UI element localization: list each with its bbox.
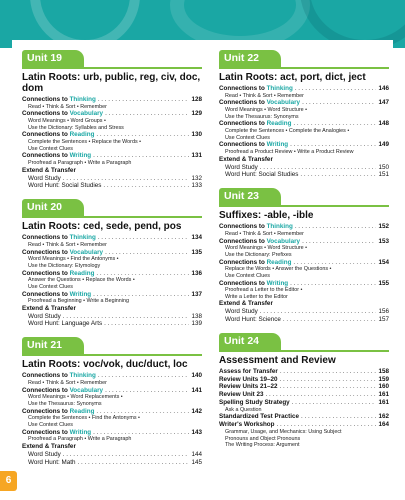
entry-lead: Connections to xyxy=(219,99,267,107)
toc-entry xyxy=(22,152,202,160)
entry-detail: Word Meanings • Word Groups • xyxy=(28,118,106,125)
dot-leader xyxy=(93,152,189,160)
entry-label: Word Hunt: Social Studies xyxy=(28,182,102,190)
dot-leader xyxy=(302,238,376,246)
unit-divider xyxy=(219,350,389,352)
entry-page: 133 xyxy=(191,182,202,190)
toc-entry xyxy=(219,85,389,93)
entry-label: Word Study xyxy=(28,174,61,182)
unit-title: Latin Roots: ced, sede, pend, pos xyxy=(22,221,182,233)
unit-section xyxy=(219,186,389,324)
entry-lead: Connections to xyxy=(22,407,70,415)
entry-accent: Thinking xyxy=(266,85,293,92)
toc-subentry xyxy=(22,313,202,321)
dot-leader xyxy=(63,175,190,183)
toc-entry xyxy=(219,383,389,391)
entry-accent: Reading xyxy=(266,120,292,128)
unit-tab: Unit 23 xyxy=(219,188,281,205)
entry-page: 161 xyxy=(378,399,389,407)
entry-page: 161 xyxy=(378,391,389,399)
entry-accent: Thinking xyxy=(69,96,96,103)
entry-accent: Writing xyxy=(266,279,289,287)
entry-page: 147 xyxy=(378,99,389,107)
entry-detail: Write a Letter to the Editor xyxy=(225,293,288,300)
entry-lead: Connections to xyxy=(22,96,70,103)
entry-page: 131 xyxy=(191,152,202,160)
toc-entry xyxy=(219,399,389,407)
entry-detail: Use the Dictionary: Syllables and Stress xyxy=(28,124,124,131)
entry-accent: Reading xyxy=(69,131,95,139)
entry-page: 134 xyxy=(191,234,202,242)
unit-section xyxy=(219,331,389,449)
contents-page xyxy=(12,40,393,500)
toc-entry xyxy=(219,376,389,384)
toc-entry xyxy=(22,429,202,437)
entry-label xyxy=(22,96,96,104)
extend-transfer-heading: Extend & Transfer xyxy=(219,300,273,308)
entry-detail: Word Meanings • Word Structure • xyxy=(225,107,308,114)
entry-page: 148 xyxy=(378,120,389,128)
toc-entry xyxy=(219,368,389,376)
dot-leader xyxy=(292,399,377,407)
dot-leader xyxy=(283,316,377,324)
entry-detail: Read • Think & Sort • Remember xyxy=(225,230,304,237)
dot-leader xyxy=(295,223,377,231)
entry-label: Writer's Workshop xyxy=(219,421,275,429)
toc-subentry xyxy=(22,182,202,190)
entry-label xyxy=(219,99,300,107)
page-number: 6 xyxy=(0,471,17,491)
right-column xyxy=(219,48,389,456)
dot-leader xyxy=(279,376,376,384)
entry-label: Word Hunt: Science xyxy=(225,316,281,324)
unit-title: Latin Roots: act, port, dict, ject xyxy=(219,72,366,83)
entry-accent: Reading xyxy=(266,258,292,266)
entry-detail: Use Context Clues xyxy=(225,272,270,279)
entry-page: 162 xyxy=(378,413,389,421)
entry-label: Word Study xyxy=(28,312,61,320)
unit-section xyxy=(22,48,202,190)
entry-detail: Read • Think & Sort • Remember xyxy=(28,380,107,387)
entry-page: 157 xyxy=(378,316,389,324)
toc-entry xyxy=(219,280,389,288)
entry-page: 129 xyxy=(191,110,202,118)
toc-subentry xyxy=(22,451,202,459)
entry-lead: Connections to xyxy=(219,141,267,149)
dot-leader xyxy=(93,429,189,437)
entry-detail: Read • Think & Sort • Remember xyxy=(28,241,107,248)
entry-detail: Use Context Clues xyxy=(28,145,73,152)
entry-detail: Use the Thesaurus: Synonyms xyxy=(28,401,102,408)
entry-detail: Complete the Sentences • Replace the Words • xyxy=(28,139,142,146)
entry-detail: Use the Thesaurus: Synonyms xyxy=(225,113,299,120)
entry-page: 144 xyxy=(191,450,202,458)
dot-leader xyxy=(280,368,377,376)
toc-subentry xyxy=(219,171,389,179)
toc-entry xyxy=(219,421,389,429)
dot-leader xyxy=(98,372,190,380)
entry-label xyxy=(219,120,291,128)
entry-label: Review Units 21–22 xyxy=(219,383,278,391)
toc-entry xyxy=(22,387,202,395)
toc-subentry xyxy=(22,175,202,183)
entry-detail: Proofread a Letter to the Editor • xyxy=(225,287,303,294)
dot-leader xyxy=(93,291,189,299)
dot-leader xyxy=(260,164,377,172)
toc-entry xyxy=(219,120,389,128)
entry-detail: Use Context Clues xyxy=(28,422,73,429)
dot-leader xyxy=(98,96,190,104)
unit-tab: Unit 21 xyxy=(22,337,84,354)
entry-page: 151 xyxy=(378,171,389,179)
entry-accent: Writing xyxy=(69,152,92,160)
unit-title: Latin Roots: urb, public, reg, civ, doc, dom xyxy=(22,72,201,94)
entry-page: 155 xyxy=(378,279,389,287)
dot-leader xyxy=(293,259,376,267)
toc-entry xyxy=(219,99,389,107)
dot-leader xyxy=(279,383,376,391)
entry-lead: Connections to xyxy=(22,131,70,139)
extend-transfer-heading: Extend & Transfer xyxy=(22,443,76,451)
entry-label: Review Unit 23 xyxy=(219,391,264,399)
entry-page: 146 xyxy=(378,85,389,92)
entry-accent: Vocabulary xyxy=(69,110,104,118)
entry-detail: Proofread a Beginning • Write a Beginning xyxy=(28,298,129,305)
entry-page: 139 xyxy=(191,320,202,328)
dot-leader xyxy=(265,391,376,399)
entry-label xyxy=(219,141,288,149)
entry-label: Word Study xyxy=(28,450,61,458)
dot-leader xyxy=(96,270,189,278)
dot-leader xyxy=(277,421,377,429)
unit-title: Latin Roots: voc/vok, duc/duct, loc xyxy=(22,359,188,371)
entry-accent: Reading xyxy=(69,407,95,415)
entry-accent: Vocabulary xyxy=(266,237,301,245)
toc-subentry xyxy=(22,320,202,328)
unit-tab: Unit 20 xyxy=(22,199,84,216)
dot-leader xyxy=(105,249,189,257)
entry-lead: Connections to xyxy=(219,120,267,128)
unit-tab: Unit 22 xyxy=(219,50,281,67)
entry-page: 150 xyxy=(378,163,389,171)
toc-entry xyxy=(219,238,389,246)
entry-page: 160 xyxy=(378,383,389,391)
toc-entry xyxy=(219,413,389,421)
entry-lead: Connections to xyxy=(22,110,70,118)
entry-detail: Read • Think & Sort • Remember xyxy=(28,103,107,110)
dot-leader xyxy=(293,120,376,128)
entry-page: 142 xyxy=(191,407,202,415)
entry-detail: Pronouns and Object Pronouns xyxy=(225,435,301,442)
entry-page: 154 xyxy=(378,258,389,266)
dot-leader xyxy=(103,182,189,190)
toc-subentry xyxy=(219,164,389,172)
unit-divider xyxy=(22,67,202,69)
entry-accent: Writing xyxy=(266,141,289,149)
unit-section xyxy=(219,48,389,179)
unit-section xyxy=(22,335,202,466)
dot-leader xyxy=(96,408,189,416)
toc-entry xyxy=(22,110,202,118)
entry-detail: Read • Think & Sort • Remember xyxy=(225,92,304,99)
entry-label xyxy=(22,408,94,416)
dot-leader xyxy=(77,459,189,467)
unit-divider xyxy=(219,67,389,69)
unit-tab: Unit 24 xyxy=(219,333,281,350)
unit-tab: Unit 19 xyxy=(22,50,84,67)
toc-entry xyxy=(22,96,202,104)
entry-lead: Connections to xyxy=(22,290,70,298)
dot-leader xyxy=(301,413,376,421)
toc-subentry xyxy=(219,308,389,316)
entry-page: 128 xyxy=(191,96,202,103)
entry-label xyxy=(219,85,293,93)
entry-detail: Replace the Words • Answer the Questions • xyxy=(225,266,332,273)
toc-subentry xyxy=(219,316,389,324)
entry-page: 164 xyxy=(378,421,389,429)
dot-leader xyxy=(290,280,376,288)
entry-lead: Connections to xyxy=(22,234,70,242)
dot-leader xyxy=(300,171,376,179)
extend-transfer-heading: Extend & Transfer xyxy=(219,155,273,163)
entry-page: 158 xyxy=(378,367,389,375)
entry-label: Assess for Transfer xyxy=(219,367,278,375)
toc-entry xyxy=(22,372,202,380)
entry-detail: Word Meanings • Word Structure • xyxy=(225,245,308,252)
entry-accent: Thinking xyxy=(69,372,96,380)
entry-page: 135 xyxy=(191,248,202,256)
toc-entry xyxy=(22,234,202,242)
entry-detail: Complete the Sentences • Complete the Analogies • xyxy=(225,128,350,135)
unit-section xyxy=(22,197,202,328)
entry-label: Word Hunt: Social Studies xyxy=(225,171,299,179)
entry-label xyxy=(22,131,94,139)
entry-page: 137 xyxy=(191,290,202,298)
entry-detail: Use the Dictionary: Etymology xyxy=(28,262,101,269)
entry-lead: Connections to xyxy=(22,248,70,256)
entry-lead: Connections to xyxy=(219,223,267,231)
entry-label xyxy=(22,249,103,257)
extend-transfer-heading: Extend & Transfer xyxy=(22,304,76,312)
toc-entry xyxy=(219,259,389,267)
entry-label xyxy=(219,280,288,288)
dot-leader xyxy=(63,313,190,321)
unit-divider xyxy=(22,354,202,356)
entry-detail: The Writing Process: Argument xyxy=(225,442,300,449)
toc-entry xyxy=(22,270,202,278)
entry-accent: Vocabulary xyxy=(69,248,104,256)
dot-leader xyxy=(302,99,376,107)
entry-page: 141 xyxy=(191,386,202,394)
entry-label xyxy=(219,223,293,231)
entry-page: 136 xyxy=(191,269,202,277)
entry-detail: Proofread a Paragraph • Write a Paragraph xyxy=(28,160,132,167)
toc-entry xyxy=(22,131,202,139)
entry-label xyxy=(22,152,91,160)
entry-lead: Connections to xyxy=(22,269,70,277)
entry-page: 132 xyxy=(191,174,202,182)
entry-accent: Thinking xyxy=(266,223,293,231)
entry-page: 143 xyxy=(191,428,202,436)
entry-detail: Complete the Sentences • Find the Antonyms • xyxy=(28,415,140,422)
entry-detail: Proofread a Product Review • Write a Product Review xyxy=(225,149,354,156)
entry-page: 130 xyxy=(191,131,202,139)
entry-lead: Connections to xyxy=(219,237,267,245)
entry-lead: Connections to xyxy=(22,152,70,160)
entry-detail: Word Meanings • Word Replacements • xyxy=(28,394,123,401)
toc-entry xyxy=(22,408,202,416)
entry-detail: Use Context Clues xyxy=(225,134,270,141)
entry-detail: Ask a Question xyxy=(225,406,262,413)
entry-detail: Answer the Questions • Replace the Words • xyxy=(28,277,135,284)
left-column xyxy=(22,48,202,473)
entry-accent: Vocabulary xyxy=(69,386,104,394)
dot-leader xyxy=(105,387,189,395)
entry-detail: Grammar, Usage, and Mechanics: Using Subject xyxy=(225,429,342,436)
entry-label xyxy=(22,270,94,278)
dot-leader xyxy=(105,110,189,118)
entry-accent: Writing xyxy=(69,290,92,298)
dot-leader xyxy=(104,320,189,328)
entry-page: 159 xyxy=(378,375,389,383)
entry-lead: Connections to xyxy=(219,258,267,266)
entry-page: 145 xyxy=(191,458,202,466)
unit-title: Suffixes: -able, -ible xyxy=(219,210,314,222)
entry-detail: Word Meanings • Find the Antonyms • xyxy=(28,256,119,263)
dot-leader xyxy=(98,234,190,242)
entry-page: 153 xyxy=(378,237,389,245)
toc-entry xyxy=(22,249,202,257)
toc-entry xyxy=(22,291,202,299)
entry-page: 140 xyxy=(191,372,202,380)
entry-lead: Connections to xyxy=(22,428,70,436)
entry-lead: Connections to xyxy=(219,279,267,287)
entry-label: Word Study xyxy=(225,163,258,171)
entry-label xyxy=(219,259,291,267)
toc-entry xyxy=(219,391,389,399)
extend-transfer-heading: Extend & Transfer xyxy=(22,166,76,174)
entry-detail: Use the Dictionary: Prefixes xyxy=(225,251,292,258)
entry-page: 152 xyxy=(378,223,389,231)
entry-label xyxy=(22,429,91,437)
dot-leader xyxy=(260,308,377,316)
entry-label xyxy=(22,387,103,395)
entry-page: 156 xyxy=(378,308,389,316)
dot-leader xyxy=(290,141,376,149)
entry-label: Word Hunt: Math xyxy=(28,458,76,466)
entry-lead: Connections to xyxy=(22,372,70,380)
entry-lead: Connections to xyxy=(219,85,267,92)
unit-title: Assessment and Review xyxy=(219,354,336,366)
entry-label: Review Units 19–20 xyxy=(219,375,278,383)
unit-divider xyxy=(22,216,202,218)
entry-label xyxy=(22,234,96,242)
entry-label xyxy=(22,291,91,299)
entry-detail: Use Context Clues xyxy=(28,283,73,290)
entry-label xyxy=(219,238,300,246)
unit-divider xyxy=(219,205,389,207)
toc-subentry xyxy=(22,459,202,467)
toc-entry xyxy=(219,141,389,149)
entry-label: Standardized Test Practice xyxy=(219,413,300,421)
entry-label: Word Study xyxy=(225,308,258,316)
entry-label xyxy=(22,110,103,118)
entry-accent: Writing xyxy=(69,428,92,436)
dot-leader xyxy=(295,85,377,93)
dot-leader xyxy=(96,131,189,139)
toc-entry xyxy=(219,223,389,231)
dot-leader xyxy=(63,451,190,459)
entry-page: 138 xyxy=(191,312,202,320)
entry-label: Spelling Study Strategy xyxy=(219,399,290,407)
entry-lead: Connections to xyxy=(22,386,70,394)
entry-accent: Thinking xyxy=(69,234,96,242)
entry-detail: Proofread a Paragraph • Write a Paragraph xyxy=(28,436,132,443)
entry-accent: Reading xyxy=(69,269,95,277)
entry-accent: Vocabulary xyxy=(266,99,301,107)
entry-label xyxy=(22,372,96,380)
entry-label: Word Hunt: Language Arts xyxy=(28,320,103,328)
entry-page: 149 xyxy=(378,141,389,149)
